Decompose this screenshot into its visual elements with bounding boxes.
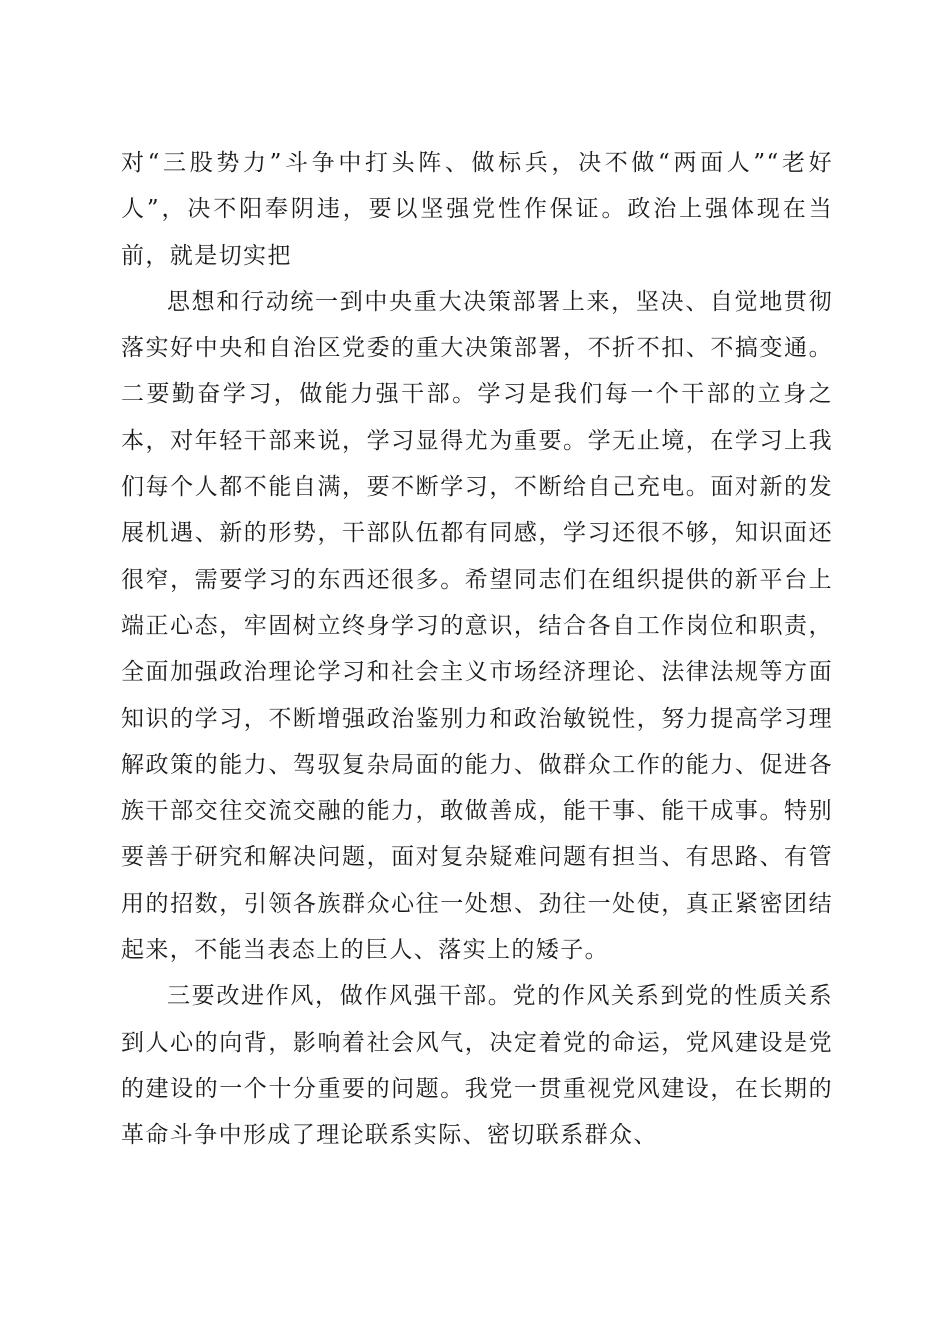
paragraph-1: 对“三股势力”斗争中打头阵、做标兵，决不做“两面人”“老好人”，决不阳奉阴违，要以坚强党性作保证。政治上强体现在当前，就是切实把 [121,150,833,269]
document-body [121,140,833,1159]
paragraph-2: 思想和行动统一到中央重大决策部署上来，坚决、自觉地贯彻落实好中央和自治区党委的重大决策部署，不折不扣、不搞变通。二要勤奋学习，做能力强干部。学习是我们每一个干部的立身之本，对年轻干部来说，学习显得尤为重要。学无止境，在学习上我们每个人都不能自满，要不断学习，不断给自己充电。面对新的发展机遇、新的形势，干部队伍都有同感，学习还很不够，知识面还很窄，需要学习的东西还很多。希望同志们在组织提供的新平台上端正心态，牢固树立终身学习的意识，结合各自工作岗位和职责，全面加强政治理论学习和社会主义市场经济理论、法律法规等方面知识的学习，不断增强政治鉴别力和政治敏锐性，努力提高学习理解政策的能力、驾驭复杂局面的能力、做群众工作的能力、促进各族干部交往交流交融的能力，敢做善成，能干事、能干成事。特别要善于研究和解决问题，面对复杂疑难问题有担当、有思路、有管用的招数，引领各族群众心往一处想、劲往一处使，真正紧密团结起来，不能当表态上的巨人、落实上的矮子。 [121,288,833,964]
paragraph-3: 三要改进作风，做作风强干部。党的作风关系到党的性质关系到人心的向背，影响着社会风气，决定着党的命运，党风建设是党的建设的一个十分重要的问题。我党一贯重视党风建设，在长期的革命斗争中形成了理论联系实际、密切联系群众、 [121,983,833,1149]
